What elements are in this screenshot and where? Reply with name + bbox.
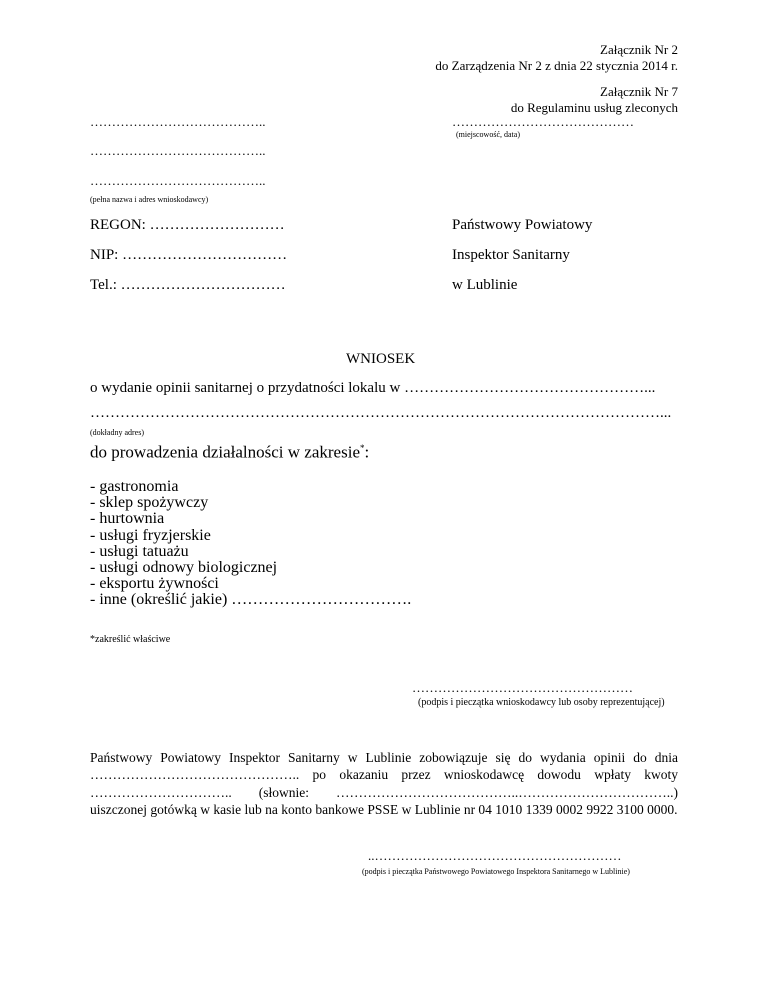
inspector-signature-line: ..………………………………………………… — [368, 848, 622, 863]
list-item: - inne (określić jakie) ……………………………. — [90, 591, 412, 609]
applicant-line-1: ………………………………….. — [90, 114, 266, 129]
regon-field: REGON: ……………………… — [90, 217, 285, 233]
document-title: WNIOSEK — [346, 351, 416, 367]
request-address-line: ……………………………………………………………………………………………………... — [90, 405, 672, 421]
applicant-line-3: ………………………………….. — [90, 173, 266, 188]
applicant-line-2: ………………………………….. — [90, 143, 266, 158]
addressee-line-2: Inspektor Sanitarny — [452, 247, 570, 263]
inspector-signature-caption: (podpis i pieczątka Państwowego Powiatowego Inspektora Sanitarnego w Lublinie) — [362, 867, 630, 876]
list-item: - gastronomia — [90, 478, 179, 495]
activity-list — [90, 479, 411, 609]
applicant-signature-caption: (podpis i pieczątka wnioskodawcy lub osoby reprezentującej) — [418, 697, 665, 708]
applicant-signature-line: …………………………………………… — [412, 680, 633, 695]
tel-field: Tel.: …………………………… — [90, 277, 286, 293]
annex2-reference: do Zarządzenia Nr 2 z dnia 22 stycznia 2014 r. — [435, 58, 678, 73]
annex7-title: Załącznik Nr 7 — [600, 84, 678, 99]
annex7-reference: do Regulaminu usług zleconych — [510, 100, 678, 115]
scope-colon: : — [364, 442, 370, 462]
list-item: - eksportu żywności — [90, 575, 219, 593]
scope-heading — [90, 438, 369, 463]
address-caption: (dokładny adres) — [90, 428, 144, 437]
list-item: - sklep spożywczy — [90, 494, 209, 512]
footnote: *zakreślić właściwe — [90, 634, 171, 645]
place-date-caption: (miejscowość, data) — [456, 130, 520, 139]
addressee-line-1: Państwowy Powiatowy — [452, 217, 593, 233]
list-item: - usługi odnowy biologicznej — [90, 559, 278, 577]
declaration-paragraph: Państwowy Powiatowy Inspektor Sanitarny w Lublinie zobowiązuje się do wydania opinii do dnia ……………………………………….. po okazaniu przez wnioskodawcę dowodu wpłaty kwoty ………………………….. (słownie: …………………………………..……………………………..) uiszczonej gotówką w kasie lub na konto bankowe PSSE w Lublinie nr 04 1010 1339 0002 9922 3100 0000. — [90, 750, 678, 818]
applicant-caption: (pełna nazwa i adres wnioskodawcy) — [90, 195, 209, 204]
addressee-line-3: w Lublinie — [452, 277, 518, 293]
list-item: - hurtownia — [90, 510, 165, 528]
request-location-line: o wydanie opinii sanitarnej o przydatności lokalu w …………………………………………... — [90, 380, 656, 396]
list-item: - usługi tatuażu — [90, 542, 189, 560]
annex2-title: Załącznik Nr 2 — [600, 42, 678, 57]
list-item: - usługi fryzjerskie — [90, 526, 211, 544]
scope-footnote-mark: * — [360, 443, 365, 453]
nip-field: NIP: …………………………… — [90, 247, 288, 263]
place-date-line: …………………………………… — [452, 114, 634, 129]
scope-text: do prowadzenia działalności w zakresie — [90, 442, 360, 462]
